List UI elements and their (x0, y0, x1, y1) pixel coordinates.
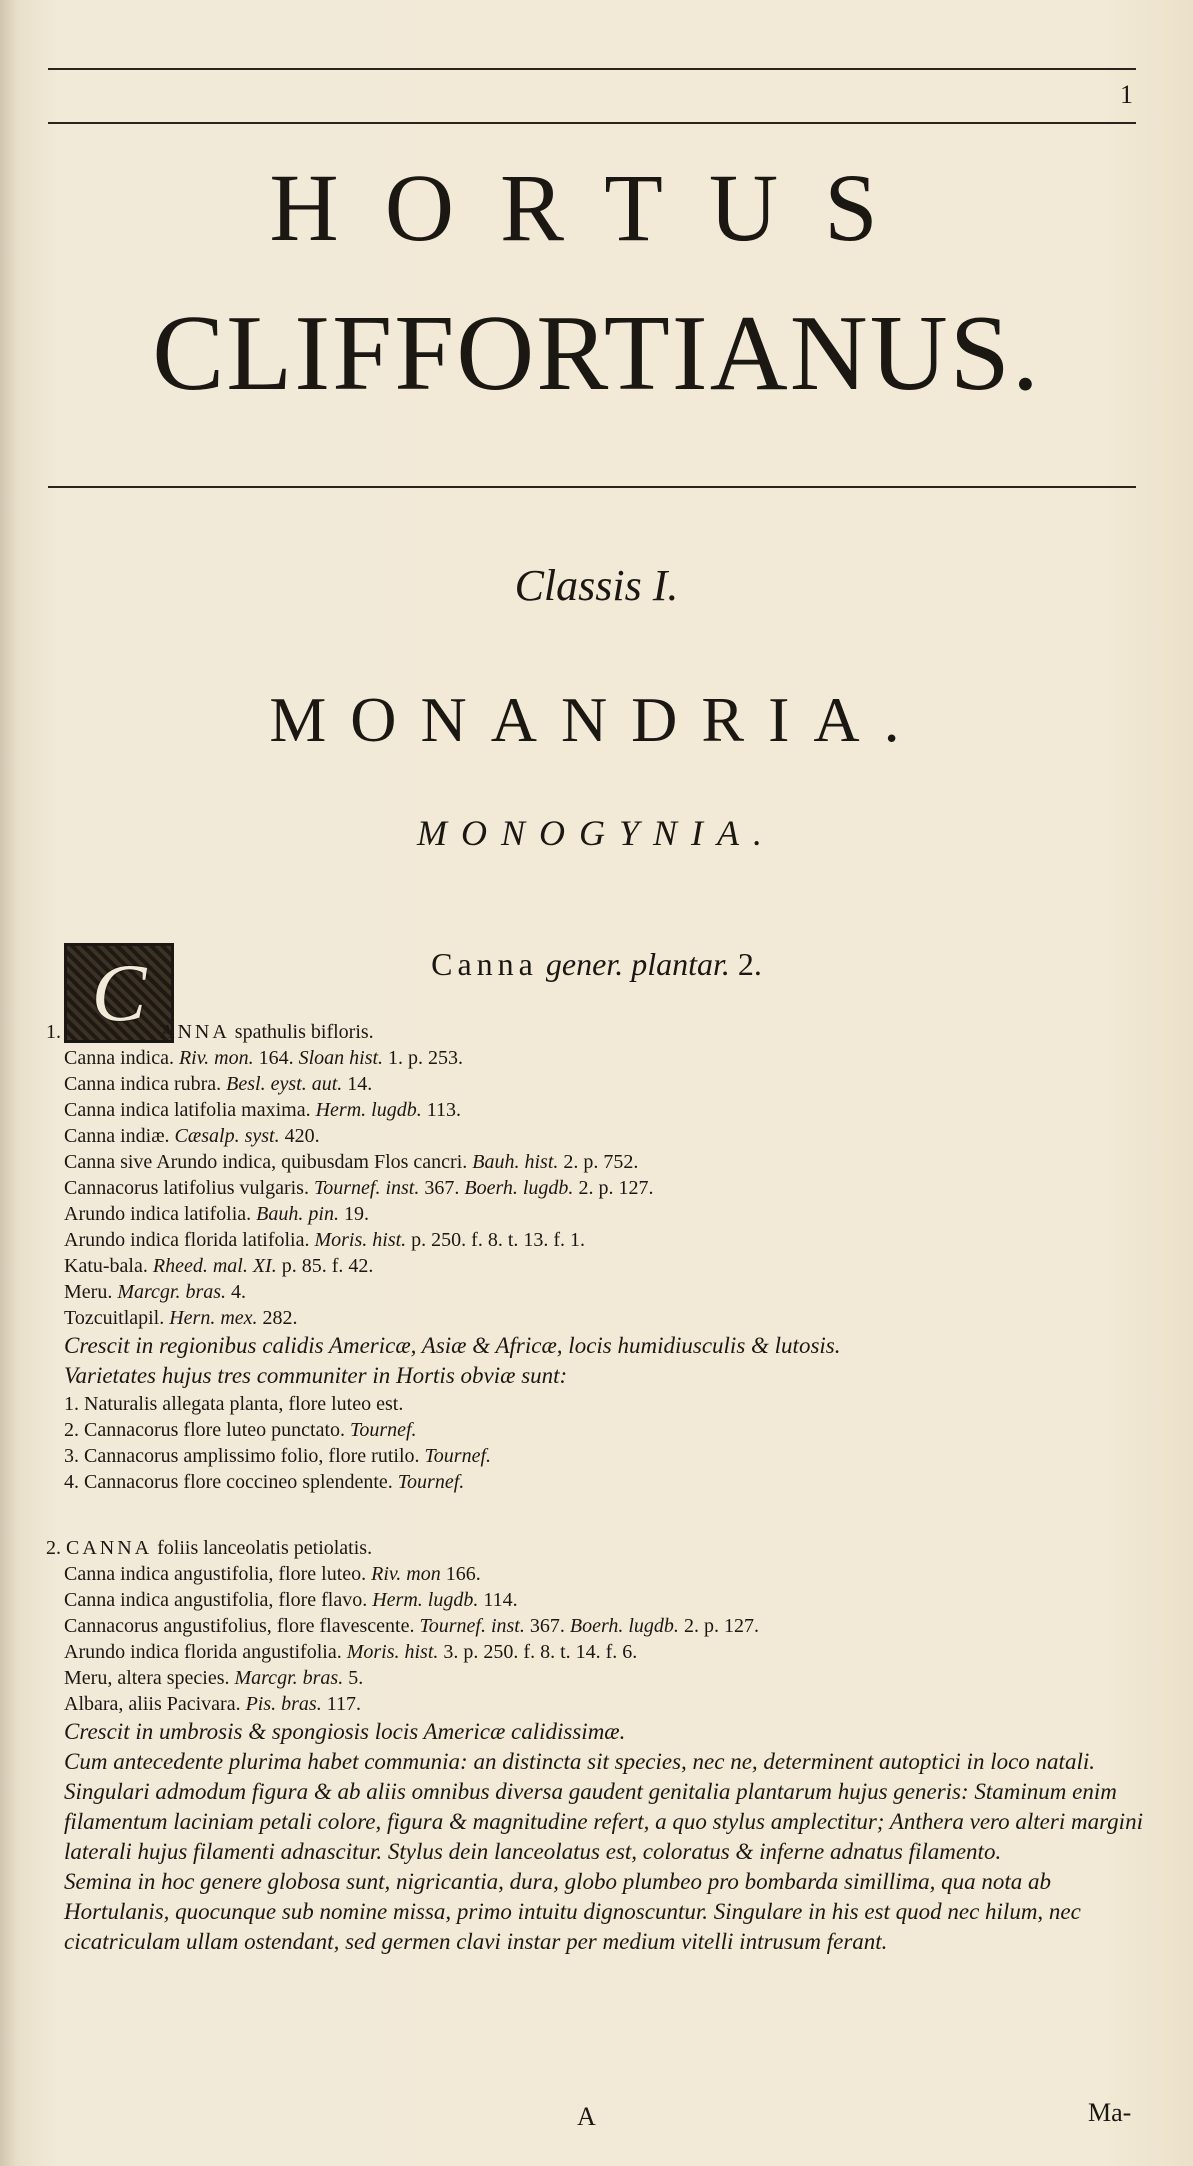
synonym-page: 14. (347, 1073, 373, 1095)
species1-habitat: Crescit in regionibus calidis Americæ, Asiæ & Africæ, locis humidiusculis & lutosis. (64, 1333, 841, 1358)
synonym-name: Meru. (64, 1281, 118, 1303)
varietas-item (46, 1417, 1146, 1443)
varietas-number: 4. (64, 1471, 84, 1493)
species2-note3: Semina in hoc genere globosa sunt, nigricantia, dura, globo plumbeo pro bombarda simillima, qua nota ab Hortulanis, quocunque sub nomine missa, primo intuitu dignoscuntur. Singulare in his est quod nec hilum, nec cicatriculam ullam ostendant, sed germen clavi instar per medium vitelli intrusum ferant. (64, 1869, 1081, 1954)
synonym-name: Arundo indica florida latifolia. (64, 1229, 315, 1251)
species1-varietates-intro: Varietates hujus tres communiter in Hortis obviæ sunt: (64, 1363, 568, 1388)
species2-synonym (46, 1587, 1146, 1613)
synonym-page: 166. (445, 1563, 481, 1585)
species2-number: 2. (46, 1537, 61, 1559)
varietas-item (46, 1391, 1146, 1417)
synonym-reference: Pis. bras. (245, 1693, 327, 1715)
synonym-page: 4. (231, 1281, 247, 1303)
synonym-name: Canna sive Arundo indica, quibusdam Flos cancri. (64, 1151, 473, 1173)
synonym-name: Canna indica rubra. (64, 1073, 227, 1095)
title-cliffortianus: CLIFFORTIANUS. (152, 294, 1041, 413)
class-name: MONANDRIA. (269, 684, 924, 755)
varietas-item (46, 1469, 1146, 1495)
synonym-name: Canna indica. (64, 1047, 179, 1069)
varietas-reference: Tournef. (397, 1471, 465, 1493)
species1-synonym (46, 1097, 1146, 1123)
classis-heading: Classis I. (514, 561, 679, 610)
species1-synonym (46, 1305, 1146, 1331)
page-number: 1 (1120, 80, 1133, 109)
catchword: Ma- (1088, 2098, 1132, 2127)
species1-synonym (46, 1071, 1146, 1097)
varietas-number: 1. (64, 1393, 84, 1415)
synonym-page: 2. p. 127. (578, 1177, 654, 1199)
synonym-name: Canna indica angustifolia, flore flavo. (64, 1589, 373, 1611)
species2-synonyms (46, 1561, 1146, 1717)
synonym-page: 282. (262, 1307, 298, 1329)
species2-synonym (46, 1613, 1146, 1639)
title-hortus: HORTUS (269, 154, 924, 261)
synonym-page: 164. (258, 1047, 299, 1069)
synonym-page: 2. p. 752. (563, 1151, 639, 1173)
synonym-name: Arundo indica florida angustifolia. (64, 1641, 347, 1663)
synonym-name: Canna indica angustifolia, flore luteo. (64, 1563, 372, 1585)
synonym-reference: Moris. hist. (346, 1641, 444, 1663)
species2-synonym (46, 1639, 1146, 1665)
synonym-page: p. 250. f. 8. t. 13. f. 1. (411, 1229, 586, 1251)
varietas-text: Naturalis allegata planta, flore luteo est. (84, 1393, 404, 1415)
genus-name: Canna (431, 946, 538, 982)
varietas-reference: Tournef. (350, 1419, 417, 1441)
synonym-reference: Herm. lugdb. (372, 1589, 484, 1611)
species1-heading (46, 1019, 1146, 1045)
synonym-reference: Herm. lugdb. (315, 1099, 427, 1121)
species2-heading (46, 1535, 1146, 1561)
synonym-reference: Boerh. lugdb. (464, 1177, 579, 1199)
synonym-reference: Tournef. inst. (313, 1177, 425, 1199)
species1-synonym (46, 1123, 1146, 1149)
genus-reference: gener. plantar. (545, 946, 730, 982)
species1-varietates (46, 1391, 1146, 1495)
synonym-page: 113. (426, 1099, 461, 1121)
synonym-reference: Moris. hist. (314, 1229, 412, 1251)
title-rule (48, 486, 1136, 488)
synonym-name: Arundo indica latifolia. (64, 1203, 257, 1225)
synonym-reference: Riv. mon. (178, 1047, 259, 1069)
species2-synonym (46, 1691, 1146, 1717)
synonym-reference: Sloan hist. (298, 1047, 389, 1069)
species2-name: CANNA (66, 1537, 153, 1559)
species1-name: ANNA (160, 1021, 230, 1043)
species-entries (46, 1019, 1146, 1957)
species2-note2: Singulari admodum figura & ab aliis omnibus diversa gaudent genitalia plantarum hujus generis: Staminum enim filamentum laciniam petali colore, figura & magnitudine refert, a quo stylus amplectitur; Anthera vero alteri margini laterali hujus filamenti adnascitur. Stylus dein lanceolatus est, coloratus & inferne adnatus filamento. (64, 1779, 1143, 1864)
top-rule-2 (48, 122, 1136, 124)
synonym-reference: Marcgr. bras. (117, 1281, 232, 1303)
synonym-page: 367. (529, 1615, 570, 1637)
genus-number: 2. (737, 946, 762, 982)
synonym-reference: Rheed. mal. XI. (152, 1255, 282, 1277)
spacer (46, 1495, 1146, 1535)
synonym-reference: Marcgr. bras. (234, 1667, 349, 1689)
synonym-name: Cannacorus angustifolius, flore flavescente. (64, 1615, 420, 1637)
synonym-name: Tozcuitlapil. (64, 1307, 170, 1329)
synonym-reference: Riv. mon (371, 1563, 446, 1585)
synonym-page: p. 85. f. 42. (281, 1255, 374, 1277)
synonym-reference: Bauh. pin. (256, 1203, 344, 1225)
synonym-page: 5. (348, 1667, 364, 1689)
species1-synonym (46, 1227, 1146, 1253)
synonym-name: Cannacorus latifolius vulgaris. (64, 1177, 314, 1199)
species2-habitat: Crescit in umbrosis & spongiosis locis Americæ calidissimæ. (64, 1719, 626, 1744)
varietas-text: Cannacorus flore coccineo splendente. (84, 1471, 398, 1493)
varietas-text: Cannacorus flore luteo punctato. (84, 1419, 351, 1441)
species2-synonym (46, 1665, 1146, 1691)
species1-synonym (46, 1279, 1146, 1305)
varietas-number: 3. (64, 1445, 84, 1467)
synonym-name: Albara, aliis Pacivara. (64, 1693, 246, 1715)
species1-number: 1. (46, 1021, 61, 1043)
genus-heading (0, 946, 1193, 983)
species1-synonyms (46, 1045, 1146, 1331)
signature-mark: A (577, 2102, 596, 2131)
synonym-page: 117. (326, 1693, 361, 1715)
synonym-page: 19. (343, 1203, 369, 1225)
varietas-item (46, 1443, 1146, 1469)
species1-diagnosis: spathulis bifloris. (234, 1021, 374, 1043)
species2-diagnosis: foliis lanceolatis petiolatis. (157, 1537, 373, 1559)
varietas-text: Cannacorus amplissimo folio, flore rutilo. (84, 1445, 425, 1467)
species1-synonym (46, 1253, 1146, 1279)
synonym-name: Canna indiæ. (64, 1125, 175, 1147)
synonym-name: Meru, altera species. (64, 1667, 235, 1689)
species1-synonym (46, 1175, 1146, 1201)
species1-synonym (46, 1045, 1146, 1071)
synonym-reference: Cæsalp. syst. (174, 1125, 285, 1147)
varietas-reference: Tournef. (424, 1445, 492, 1467)
synonym-page: 1. p. 253. (388, 1047, 464, 1069)
species2-note1: Cum antecedente plurima habet communia: an distincta sit species, nec ne, determinent autoptici in loco natali. (64, 1749, 1095, 1774)
varietas-number: 2. (64, 1419, 84, 1441)
synonym-reference: Bauh. hist. (472, 1151, 564, 1173)
synonym-page: 3. p. 250. f. 8. t. 14. f. 6. (443, 1641, 638, 1663)
species1-synonym (46, 1201, 1146, 1227)
synonym-name: Katu-bala. (64, 1255, 153, 1277)
top-rule (48, 68, 1136, 70)
synonym-page: 114. (483, 1589, 518, 1611)
dropcap-letter: C (91, 947, 147, 1038)
synonym-page: 367. (424, 1177, 465, 1199)
order-name: MONOGYNIA. (416, 813, 776, 853)
synonym-name: Canna indica latifolia maxima. (64, 1099, 316, 1121)
synonym-reference: Besl. eyst. aut. (226, 1073, 348, 1095)
synonym-reference: Boerh. lugdb. (569, 1615, 684, 1637)
species2-synonym (46, 1561, 1146, 1587)
synonym-page: 2. p. 127. (683, 1615, 759, 1637)
synonym-page: 420. (284, 1125, 320, 1147)
species1-synonym (46, 1149, 1146, 1175)
synonym-reference: Tournef. inst. (419, 1615, 530, 1637)
synonym-reference: Hern. mex. (169, 1307, 263, 1329)
